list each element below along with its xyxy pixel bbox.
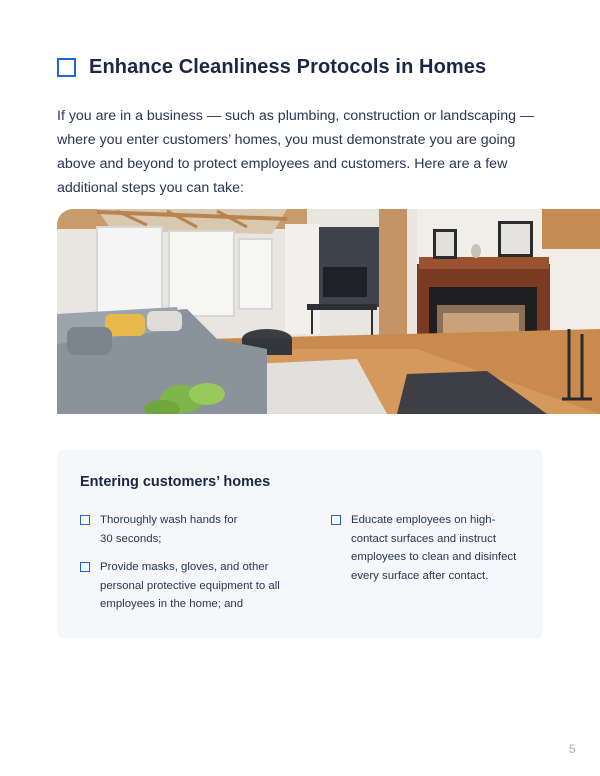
list-item: [80, 558, 280, 614]
section-heading: [57, 56, 486, 79]
living-room-photo: [57, 209, 600, 414]
list-item-text: Educate employees on high-contact surfaces and instruct employees to clean and disinfect every surface after contact.: [351, 514, 517, 582]
list-item: [331, 511, 531, 585]
list-item-text: Thoroughly wash hands for 30 seconds;: [100, 514, 238, 545]
left-column: [80, 511, 280, 624]
list-item-text: Provide masks, gloves, and other personal protective equipment to all employees in the home; and: [100, 561, 280, 610]
checkbox-icon: [80, 515, 90, 525]
page-title: Enhance Cleanliness Protocols in Homes: [89, 56, 487, 78]
page-number: 5: [569, 742, 576, 756]
tips-card: [57, 450, 543, 638]
intro-paragraph: If you are in a business — such as plumbing, construction or landscaping — where you enter customers’ homes, you must demonstrate you are going above and beyond to protect employees and customers. Here are a few additional steps you can take:: [57, 108, 535, 196]
checkbox-icon: [331, 515, 341, 525]
card-title: Entering customers’ homes: [80, 474, 271, 490]
checkbox-icon: [80, 562, 90, 572]
checkbox-outline-icon: [57, 58, 76, 77]
right-column: [331, 511, 531, 595]
list-item: [80, 511, 280, 548]
